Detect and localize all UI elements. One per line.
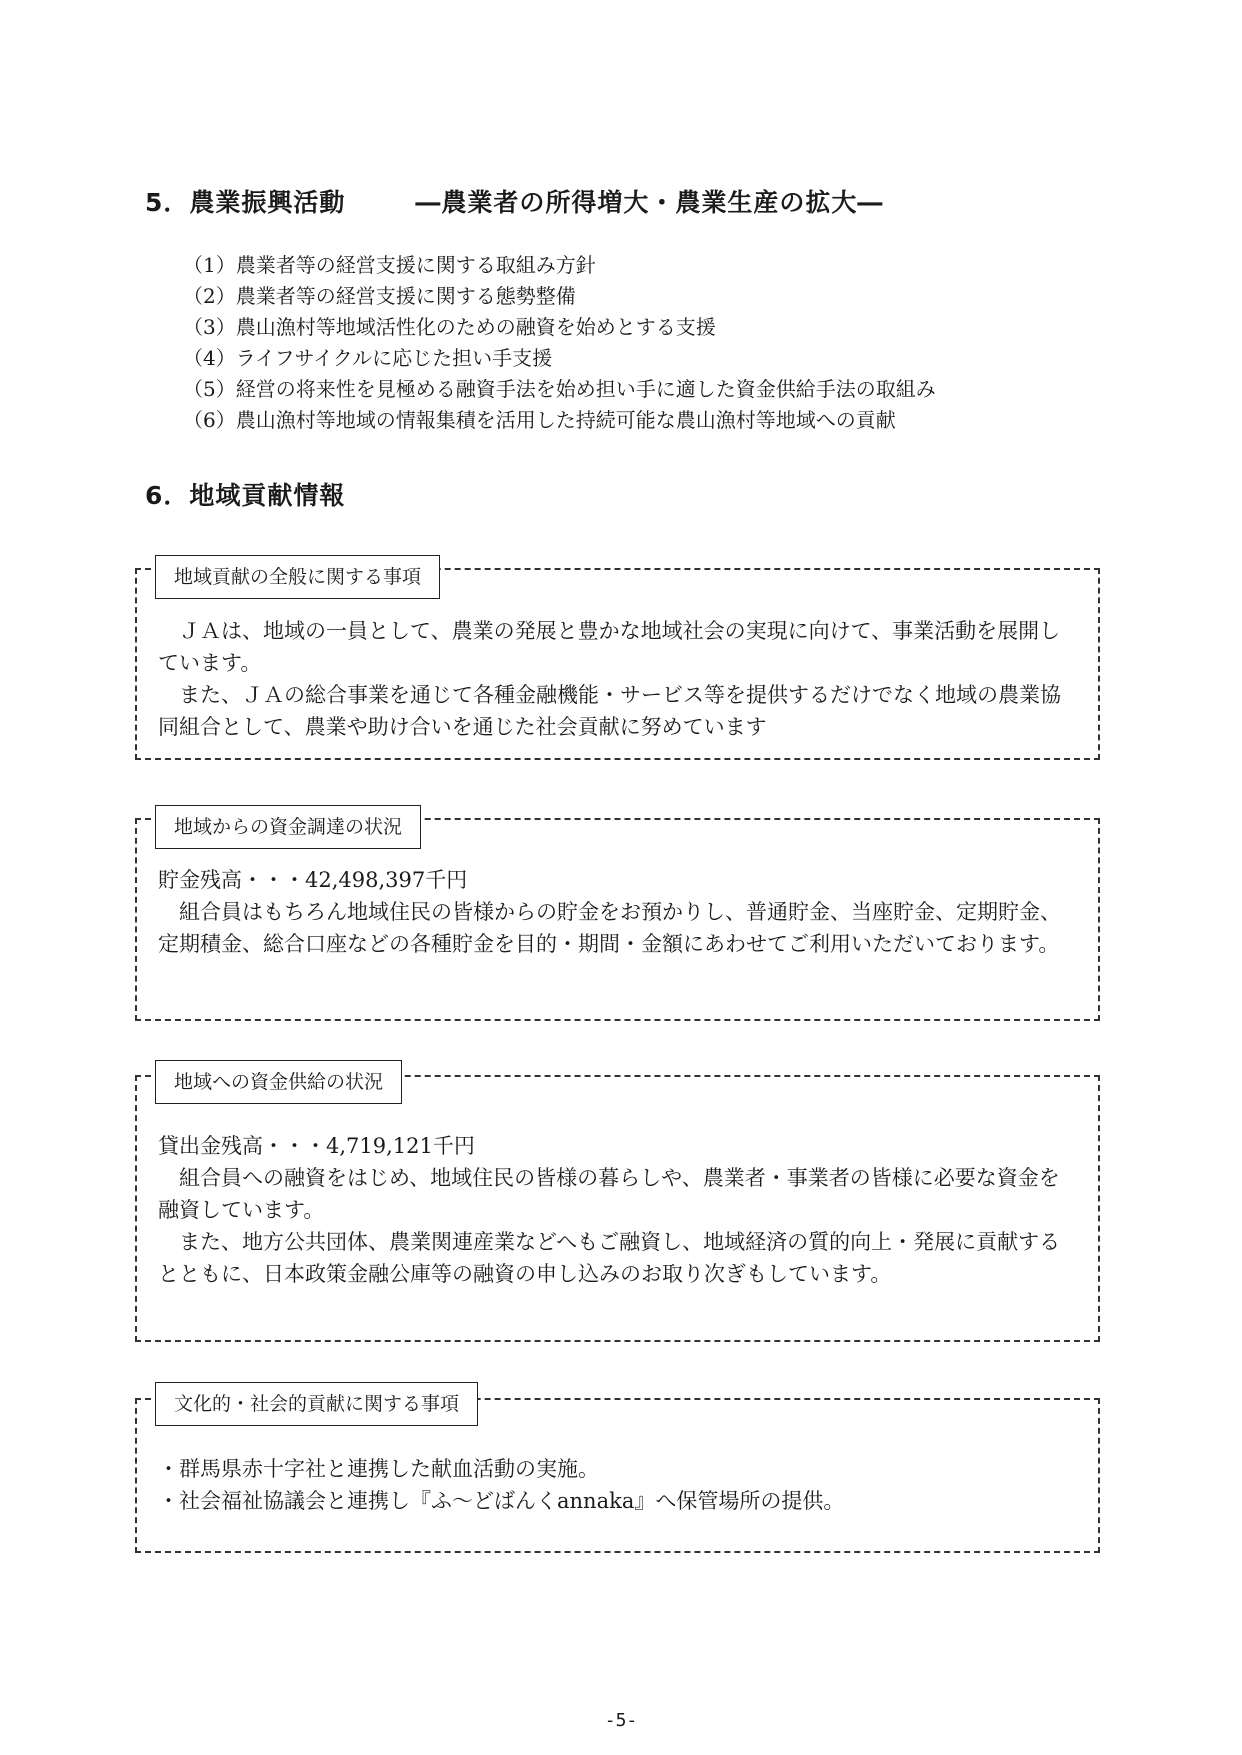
general-contribution-content xyxy=(158,615,1070,743)
section-5-subtitle: ―農業者の所得増大・農業生産の拡大― xyxy=(415,188,884,217)
section-6-title: 6．地域貢献情報 xyxy=(145,481,346,510)
cultural-social-contribution-box xyxy=(135,1393,1100,1553)
paragraph: 組合員はもちろん地域住民の皆様からの貯金をお預かりし、普通貯金、当座貯金、定期貯金、定期積金、総合口座などの各種貯金を目的・期間・金額にあわせてご利用いただいております。 xyxy=(158,900,1061,956)
list-item: （1）農業者等の経営支援に関する取組み方針 xyxy=(183,253,596,277)
general-contribution-label: 地域貢献の全般に関する事項 xyxy=(155,555,440,599)
funding-procurement-label: 地域からの資金調達の状況 xyxy=(155,805,421,849)
paragraph: また、地方公共団体、農業関連産業などへもご融資し、地域経済の質的向上・発展に貢献するとともに、日本政策金融公庫等の融資の申し込みのお取り次ぎもしています。 xyxy=(158,1230,1061,1286)
section-5-title: 5．農業振興活動 xyxy=(145,188,346,217)
list-item: （2）農業者等の経営支援に関する態勢整備 xyxy=(183,284,576,308)
paragraph: また、ＪＡの総合事業を通じて各種金融機能・サービス等を提供するだけでなく地域の農業協同組合として、農業や助け合いを通じた社会貢献に努めています xyxy=(158,683,1061,739)
list-item: （4）ライフサイクルに応じた担い手支援 xyxy=(183,346,553,370)
section-5-item-list xyxy=(183,250,936,436)
cultural-social-contribution-label: 文化的・社会的貢献に関する事項 xyxy=(155,1382,478,1426)
list-item: ・社会福祉協議会と連携し『ふ～どばんくannaka』へ保管場所の提供。 xyxy=(158,1489,845,1513)
list-item: ・群馬県赤十字社と連携した献血活動の実施。 xyxy=(158,1457,599,1481)
paragraph: ＪＡは、地域の一員として、農業の発展と豊かな地域社会の実現に向けて、事業活動を展開しています。 xyxy=(158,619,1061,675)
list-item: （3）農山漁村等地域活性化のための融資を始めとする支援 xyxy=(183,315,716,339)
funding-supply-content xyxy=(158,1130,1070,1290)
savings-balance: 貯金残高・・・42,498,397千円 xyxy=(158,868,468,892)
page-number: -5- xyxy=(604,1710,638,1731)
paragraph: 組合員への融資をはじめ、地域住民の皆様の暮らしや、農業者・事業者の皆様に必要な資金を融資しています。 xyxy=(158,1166,1060,1222)
funding-procurement-content xyxy=(158,864,1070,960)
funding-supply-label: 地域への資金供給の状況 xyxy=(155,1060,402,1104)
loan-balance: 貸出金残高・・・4,719,121千円 xyxy=(158,1134,475,1158)
list-item: （5）経営の将来性を見極める融資手法を始め担い手に適した資金供給手法の取組み xyxy=(183,377,936,401)
funding-procurement-box xyxy=(135,818,1100,1021)
cultural-social-contribution-content xyxy=(158,1453,1070,1517)
list-item: （6）農山漁村等地域の情報集積を活用した持続可能な農山漁村等地域への貢献 xyxy=(183,408,896,432)
funding-supply-box xyxy=(135,1071,1100,1342)
general-contribution-box xyxy=(135,568,1100,760)
section-5-heading xyxy=(145,183,883,219)
